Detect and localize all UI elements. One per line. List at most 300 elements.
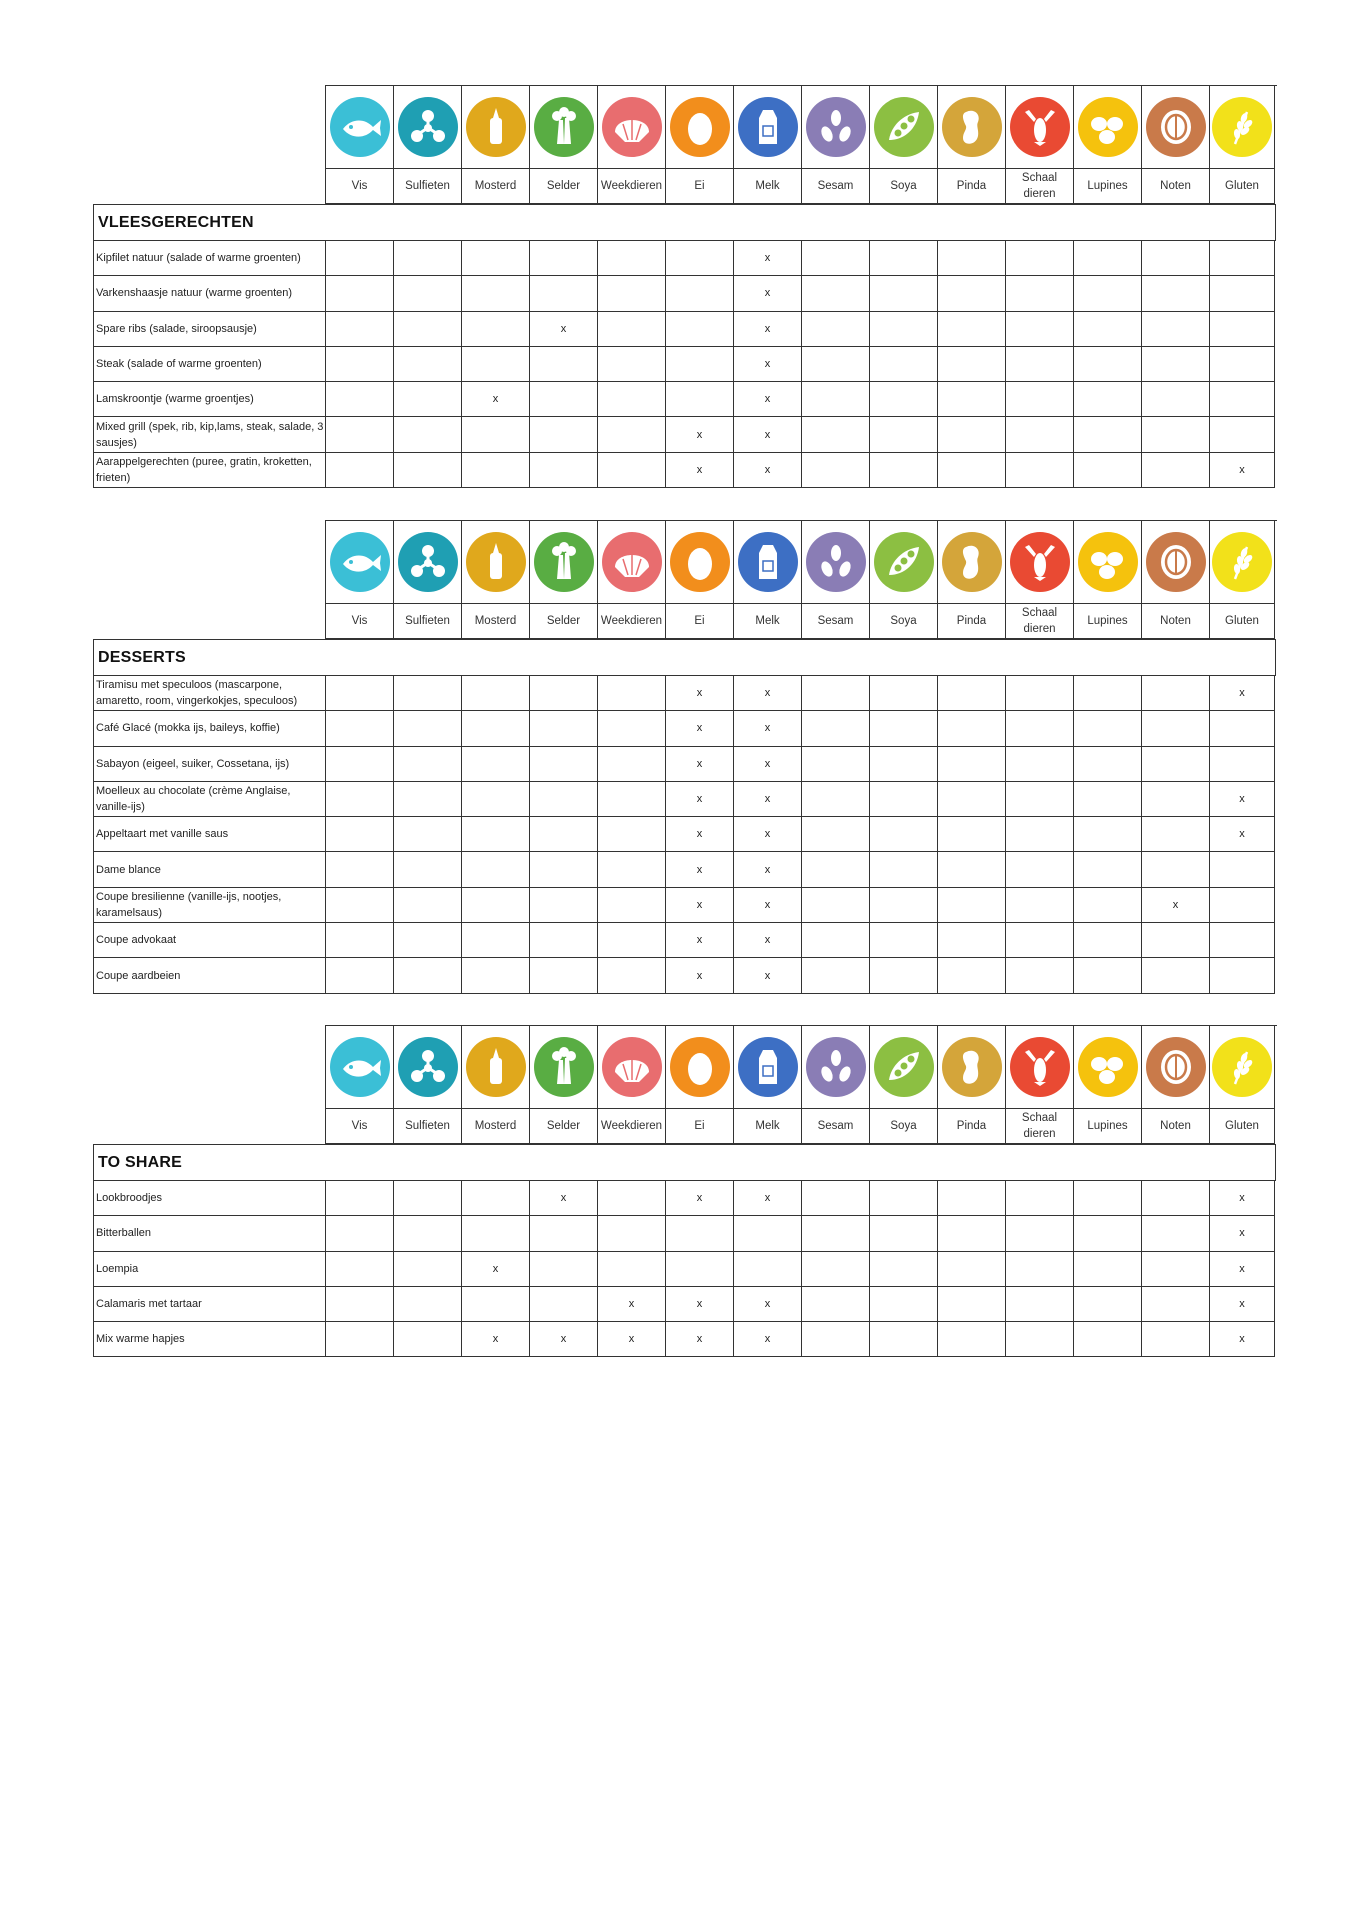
allergen-icon-cell xyxy=(734,86,802,169)
milk-carton-icon xyxy=(737,1036,799,1098)
allergen-mark-vis xyxy=(326,1216,394,1251)
allergen-mark-lupines xyxy=(1074,1322,1142,1357)
allergen-mark-sesam xyxy=(802,711,870,746)
allergen-mark-melk: x xyxy=(734,417,802,452)
allergen-mark-mosterd xyxy=(462,711,530,746)
allergen-mark-vis xyxy=(326,676,394,711)
allergen-mark-soya xyxy=(870,453,938,488)
allergen-mark-schaaldieren xyxy=(1006,1181,1074,1216)
allergen-mark-noten xyxy=(1142,923,1210,958)
allergen-mark-gluten: x xyxy=(1210,1252,1275,1287)
allergen-mark-schaaldieren xyxy=(1006,888,1074,923)
allergen-mark-schaaldieren xyxy=(1006,1322,1074,1357)
allergen-mark-selder: x xyxy=(530,1322,598,1357)
allergen-mark-mosterd xyxy=(462,817,530,852)
dish-name: Sabayon (eigeel, suiker, Cossetana, ijs) xyxy=(94,747,326,782)
allergen-mark-soya xyxy=(870,347,938,382)
allergen-mark-pinda xyxy=(938,1216,1006,1251)
dish-name: Loempia xyxy=(94,1252,326,1287)
allergen-mark-soya xyxy=(870,852,938,887)
allergen-icon-cell xyxy=(1142,86,1210,169)
allergen-label-soya: Soya xyxy=(870,169,938,204)
allergen-mark-soya xyxy=(870,1252,938,1287)
allergen-mark-pinda xyxy=(938,1181,1006,1216)
molecule-icon xyxy=(397,531,459,593)
soy-pod-icon xyxy=(873,1036,935,1098)
allergen-mark-vis xyxy=(326,453,394,488)
allergen-mark-noten xyxy=(1142,782,1210,817)
allergen-icon-cell xyxy=(326,86,394,169)
allergen-mark-vis xyxy=(326,1322,394,1357)
allergen-mark-gluten: x xyxy=(1210,782,1275,817)
allergen-mark-schaaldieren xyxy=(1006,276,1074,311)
allergen-mark-schaaldieren xyxy=(1006,347,1074,382)
allergen-label-ei: Ei xyxy=(666,1109,734,1144)
dish-name: Coupe bresilienne (vanille-ijs, nootjes, karamelsaus) xyxy=(94,888,326,923)
allergen-header xyxy=(325,1025,1277,1144)
allergen-mark-mosterd xyxy=(462,276,530,311)
allergen-label-schaaldieren: Schaal dieren xyxy=(1006,169,1074,204)
allergen-mark-melk: x xyxy=(734,453,802,488)
allergen-mark-selder xyxy=(530,923,598,958)
allergen-label-gluten: Gluten xyxy=(1210,604,1275,639)
dish-name: Bitterballen xyxy=(94,1216,326,1251)
allergen-mark-noten xyxy=(1142,676,1210,711)
allergen-mark-mosterd xyxy=(462,747,530,782)
dish-name: Lamskroontje (warme groentjes) xyxy=(94,382,326,417)
allergen-mark-melk: x xyxy=(734,382,802,417)
soy-pod-icon xyxy=(873,531,935,593)
allergen-mark-gluten: x xyxy=(1210,1181,1275,1216)
allergen-mark-vis xyxy=(326,417,394,452)
allergen-mark-ei: x xyxy=(666,1287,734,1322)
allergen-mark-lupines xyxy=(1074,417,1142,452)
allergen-mark-sulfieten xyxy=(394,888,462,923)
dish-name: Coupe advokaat xyxy=(94,923,326,958)
walnut-icon xyxy=(1145,1036,1207,1098)
allergen-mark-sesam xyxy=(802,817,870,852)
allergen-mark-pinda xyxy=(938,711,1006,746)
table-row xyxy=(94,711,1276,746)
allergen-icon-cell xyxy=(1074,1026,1142,1109)
allergen-label-mosterd: Mosterd xyxy=(462,169,530,204)
dish-name: Aarappelgerechten (puree, gratin, kroketten, frieten) xyxy=(94,453,326,488)
allergen-mark-schaaldieren xyxy=(1006,312,1074,347)
allergen-mark-vis xyxy=(326,1287,394,1322)
wheat-icon xyxy=(1211,96,1273,158)
allergen-label-sulfieten: Sulfieten xyxy=(394,1109,462,1144)
allergen-label-vis: Vis xyxy=(326,169,394,204)
section-title: TO SHARE xyxy=(94,1145,1276,1181)
allergen-label-selder: Selder xyxy=(530,169,598,204)
allergen-label-ei: Ei xyxy=(666,169,734,204)
allergen-icon-cell xyxy=(394,521,462,604)
allergen-mark-mosterd xyxy=(462,1216,530,1251)
allergen-mark-weekdieren xyxy=(598,711,666,746)
allergen-mark-sulfieten xyxy=(394,1216,462,1251)
allergen-mark-soya xyxy=(870,747,938,782)
allergen-label-sulfieten: Sulfieten xyxy=(394,169,462,204)
allergen-mark-sulfieten xyxy=(394,241,462,276)
allergen-mark-lupines xyxy=(1074,711,1142,746)
allergen-table xyxy=(93,204,1276,488)
allergen-mark-ei: x xyxy=(666,782,734,817)
allergen-icon-cell xyxy=(734,1026,802,1109)
allergen-mark-schaaldieren xyxy=(1006,241,1074,276)
allergen-mark-sesam xyxy=(802,453,870,488)
allergen-mark-gluten xyxy=(1210,417,1275,452)
table-row xyxy=(94,1216,1276,1251)
allergen-table xyxy=(93,639,1276,994)
allergen-mark-soya xyxy=(870,1322,938,1357)
allergen-mark-noten xyxy=(1142,1252,1210,1287)
dish-name: Varkenshaasje natuur (warme groenten) xyxy=(94,276,326,311)
allergen-icon-cell xyxy=(598,86,666,169)
allergen-mark-melk: x xyxy=(734,1181,802,1216)
allergen-mark-mosterd xyxy=(462,782,530,817)
allergen-mark-weekdieren xyxy=(598,782,666,817)
allergen-mark-selder xyxy=(530,711,598,746)
allergen-mark-vis xyxy=(326,817,394,852)
allergen-icon-cell xyxy=(462,86,530,169)
allergen-icon-cell xyxy=(1074,521,1142,604)
allergen-mark-vis xyxy=(326,382,394,417)
allergen-mark-gluten xyxy=(1210,711,1275,746)
allergen-mark-mosterd: x xyxy=(462,1322,530,1357)
allergen-mark-sesam xyxy=(802,1322,870,1357)
allergen-icon-cell xyxy=(598,1026,666,1109)
table-row xyxy=(94,241,1276,276)
allergen-icon-cell xyxy=(938,1026,1006,1109)
milk-carton-icon xyxy=(737,531,799,593)
allergen-icon-cell xyxy=(666,521,734,604)
dish-name: Moelleux au chocolate (crème Anglaise, vanille-ijs) xyxy=(94,782,326,817)
allergen-mark-pinda xyxy=(938,676,1006,711)
allergen-mark-melk: x xyxy=(734,241,802,276)
allergen-mark-noten xyxy=(1142,382,1210,417)
allergen-mark-noten xyxy=(1142,276,1210,311)
allergen-mark-noten: x xyxy=(1142,888,1210,923)
allergen-mark-sulfieten xyxy=(394,312,462,347)
allergen-mark-weekdieren xyxy=(598,747,666,782)
allergen-mark-ei xyxy=(666,276,734,311)
allergen-mark-melk: x xyxy=(734,1322,802,1357)
allergen-mark-lupines xyxy=(1074,958,1142,993)
allergen-mark-lupines xyxy=(1074,1181,1142,1216)
allergen-mark-pinda xyxy=(938,382,1006,417)
allergen-mark-mosterd: x xyxy=(462,1252,530,1287)
allergen-mark-ei xyxy=(666,1216,734,1251)
allergen-mark-sesam xyxy=(802,1252,870,1287)
allergen-mark-ei: x xyxy=(666,852,734,887)
dish-name: Mixed grill (spek, rib, kip,lams, steak, salade, 3 sausjes) xyxy=(94,417,326,452)
allergen-icon-cell xyxy=(870,86,938,169)
celery-icon xyxy=(533,1036,595,1098)
allergen-label-pinda: Pinda xyxy=(938,169,1006,204)
allergen-mark-gluten: x xyxy=(1210,453,1275,488)
allergen-mark-mosterd xyxy=(462,312,530,347)
allergen-mark-soya xyxy=(870,312,938,347)
allergen-mark-ei xyxy=(666,312,734,347)
mustard-bottle-icon xyxy=(465,531,527,593)
allergen-mark-pinda xyxy=(938,817,1006,852)
table-row xyxy=(94,1287,1276,1322)
allergen-mark-gluten: x xyxy=(1210,817,1275,852)
allergen-mark-soya xyxy=(870,1287,938,1322)
allergen-mark-sesam xyxy=(802,923,870,958)
allergen-mark-sesam xyxy=(802,347,870,382)
allergen-mark-noten xyxy=(1142,817,1210,852)
shell-icon xyxy=(601,1036,663,1098)
allergen-mark-sesam xyxy=(802,888,870,923)
allergen-mark-sulfieten xyxy=(394,347,462,382)
allergen-icon-cell xyxy=(666,86,734,169)
table-row xyxy=(94,958,1276,993)
allergen-mark-sulfieten xyxy=(394,417,462,452)
allergen-mark-pinda xyxy=(938,852,1006,887)
walnut-icon xyxy=(1145,531,1207,593)
allergen-mark-sesam xyxy=(802,312,870,347)
allergen-mark-soya xyxy=(870,676,938,711)
allergen-mark-lupines xyxy=(1074,1287,1142,1322)
allergen-icon-cell xyxy=(1142,521,1210,604)
allergen-mark-weekdieren: x xyxy=(598,1322,666,1357)
table-row xyxy=(94,1252,1276,1287)
allergen-label-melk: Melk xyxy=(734,169,802,204)
allergen-mark-melk: x xyxy=(734,347,802,382)
allergen-mark-sulfieten xyxy=(394,453,462,488)
allergen-mark-gluten xyxy=(1210,241,1275,276)
allergen-mark-gluten: x xyxy=(1210,1287,1275,1322)
allergen-mark-pinda xyxy=(938,1322,1006,1357)
allergen-mark-gluten xyxy=(1210,347,1275,382)
allergen-label-gluten: Gluten xyxy=(1210,1109,1275,1144)
allergen-label-weekdieren: Weekdieren xyxy=(598,604,666,639)
dish-name: Steak (salade of warme groenten) xyxy=(94,347,326,382)
allergen-mark-mosterd xyxy=(462,676,530,711)
allergen-mark-sesam xyxy=(802,382,870,417)
allergen-mark-melk: x xyxy=(734,711,802,746)
allergen-mark-sulfieten xyxy=(394,817,462,852)
allergen-icon-row xyxy=(326,521,1277,604)
allergen-mark-selder xyxy=(530,1252,598,1287)
walnut-icon xyxy=(1145,96,1207,158)
table-row xyxy=(94,747,1276,782)
allergen-mark-pinda xyxy=(938,453,1006,488)
allergen-mark-sesam xyxy=(802,241,870,276)
shell-icon xyxy=(601,96,663,158)
allergen-mark-ei: x xyxy=(666,923,734,958)
allergen-mark-soya xyxy=(870,888,938,923)
table-row xyxy=(94,782,1276,817)
table-row xyxy=(94,276,1276,311)
allergen-mark-weekdieren xyxy=(598,923,666,958)
table-row xyxy=(94,347,1276,382)
dish-name: Appeltaart met vanille saus xyxy=(94,817,326,852)
allergen-mark-gluten xyxy=(1210,958,1275,993)
allergen-mark-pinda xyxy=(938,241,1006,276)
allergen-label-lupines: Lupines xyxy=(1074,604,1142,639)
allergen-icon-cell xyxy=(1006,521,1074,604)
allergen-mark-noten xyxy=(1142,1287,1210,1322)
allergen-mark-gluten: x xyxy=(1210,1216,1275,1251)
allergen-mark-schaaldieren xyxy=(1006,923,1074,958)
allergen-mark-noten xyxy=(1142,958,1210,993)
allergen-mark-noten xyxy=(1142,1181,1210,1216)
allergen-mark-selder xyxy=(530,782,598,817)
sesame-seeds-icon xyxy=(805,96,867,158)
allergen-mark-mosterd xyxy=(462,453,530,488)
allergen-mark-ei: x xyxy=(666,453,734,488)
allergen-mark-ei xyxy=(666,1252,734,1287)
allergen-mark-melk: x xyxy=(734,888,802,923)
allergen-mark-weekdieren xyxy=(598,417,666,452)
allergen-mark-soya xyxy=(870,1216,938,1251)
fish-icon xyxy=(329,531,391,593)
allergen-icon-cell xyxy=(394,1026,462,1109)
allergen-label-schaaldieren: Schaal dieren xyxy=(1006,604,1074,639)
table-row xyxy=(94,312,1276,347)
allergen-mark-sesam xyxy=(802,958,870,993)
allergen-icon-cell xyxy=(1006,86,1074,169)
wheat-icon xyxy=(1211,1036,1273,1098)
allergen-mark-vis xyxy=(326,888,394,923)
allergen-mark-ei: x xyxy=(666,711,734,746)
allergen-label-melk: Melk xyxy=(734,1109,802,1144)
allergen-mark-weekdieren xyxy=(598,347,666,382)
allergen-label-soya: Soya xyxy=(870,604,938,639)
allergen-icon-cell xyxy=(802,1026,870,1109)
allergen-mark-ei: x xyxy=(666,1322,734,1357)
allergen-mark-melk: x xyxy=(734,817,802,852)
allergen-mark-sulfieten xyxy=(394,1252,462,1287)
fish-icon xyxy=(329,96,391,158)
allergen-mark-lupines xyxy=(1074,276,1142,311)
table-row xyxy=(94,852,1276,887)
peanut-icon xyxy=(941,531,1003,593)
allergen-mark-sulfieten xyxy=(394,676,462,711)
allergen-label-soya: Soya xyxy=(870,1109,938,1144)
allergen-label-row xyxy=(326,1109,1277,1144)
allergen-icon-cell xyxy=(1210,521,1275,604)
allergen-label-row xyxy=(326,169,1277,204)
egg-icon xyxy=(669,96,731,158)
allergen-mark-ei xyxy=(666,241,734,276)
allergen-mark-selder xyxy=(530,1287,598,1322)
allergen-mark-sesam xyxy=(802,1181,870,1216)
allergen-mark-mosterd: x xyxy=(462,382,530,417)
allergen-mark-pinda xyxy=(938,923,1006,958)
allergen-mark-mosterd xyxy=(462,923,530,958)
allergen-mark-soya xyxy=(870,711,938,746)
allergen-mark-sesam xyxy=(802,747,870,782)
allergen-label-weekdieren: Weekdieren xyxy=(598,169,666,204)
allergen-mark-schaaldieren xyxy=(1006,417,1074,452)
fish-icon xyxy=(329,1036,391,1098)
allergen-mark-gluten xyxy=(1210,276,1275,311)
lobster-icon xyxy=(1009,1036,1071,1098)
dish-name: Dame blance xyxy=(94,852,326,887)
allergen-mark-ei: x xyxy=(666,1181,734,1216)
allergen-label-lupines: Lupines xyxy=(1074,169,1142,204)
allergen-icon-cell xyxy=(462,1026,530,1109)
allergen-header xyxy=(325,85,1277,204)
allergen-table-to-share xyxy=(93,1025,1276,1357)
allergen-label-vis: Vis xyxy=(326,604,394,639)
allergen-mark-mosterd xyxy=(462,417,530,452)
allergen-mark-vis xyxy=(326,747,394,782)
allergen-label-pinda: Pinda xyxy=(938,1109,1006,1144)
allergen-mark-noten xyxy=(1142,417,1210,452)
allergen-label-sesam: Sesam xyxy=(802,169,870,204)
allergen-mark-vis xyxy=(326,782,394,817)
allergen-mark-weekdieren xyxy=(598,453,666,488)
allergen-table-desserts xyxy=(93,520,1276,994)
allergen-mark-sesam xyxy=(802,417,870,452)
allergen-mark-soya xyxy=(870,417,938,452)
allergen-mark-sulfieten xyxy=(394,1322,462,1357)
allergen-mark-weekdieren: x xyxy=(598,1287,666,1322)
allergen-mark-vis xyxy=(326,958,394,993)
allergen-mark-lupines xyxy=(1074,817,1142,852)
allergen-icon-cell xyxy=(802,521,870,604)
allergen-mark-schaaldieren xyxy=(1006,1216,1074,1251)
allergen-mark-pinda xyxy=(938,1252,1006,1287)
section-title: VLEESGERECHTEN xyxy=(94,205,1276,241)
allergen-mark-lupines xyxy=(1074,923,1142,958)
allergen-mark-lupines xyxy=(1074,347,1142,382)
allergen-mark-vis xyxy=(326,923,394,958)
allergen-mark-sulfieten xyxy=(394,852,462,887)
allergen-mark-lupines xyxy=(1074,888,1142,923)
allergen-label-schaaldieren: Schaal dieren xyxy=(1006,1109,1074,1144)
allergen-mark-pinda xyxy=(938,958,1006,993)
allergen-mark-schaaldieren xyxy=(1006,453,1074,488)
allergen-mark-soya xyxy=(870,923,938,958)
allergen-label-noten: Noten xyxy=(1142,169,1210,204)
allergen-icon-cell xyxy=(1074,86,1142,169)
allergen-mark-soya xyxy=(870,382,938,417)
dish-name: Calamaris met tartaar xyxy=(94,1287,326,1322)
allergen-mark-melk: x xyxy=(734,782,802,817)
molecule-icon xyxy=(397,1036,459,1098)
shell-icon xyxy=(601,531,663,593)
allergen-mark-schaaldieren xyxy=(1006,782,1074,817)
table-row xyxy=(94,676,1276,711)
allergen-mark-gluten xyxy=(1210,888,1275,923)
allergen-label-pinda: Pinda xyxy=(938,604,1006,639)
allergen-icon-cell xyxy=(598,521,666,604)
dish-name: Kipfilet natuur (salade of warme groenten) xyxy=(94,241,326,276)
allergen-mark-pinda xyxy=(938,782,1006,817)
allergen-label-gluten: Gluten xyxy=(1210,169,1275,204)
allergen-mark-sulfieten xyxy=(394,711,462,746)
allergen-mark-schaaldieren xyxy=(1006,1252,1074,1287)
allergen-icon-cell xyxy=(326,521,394,604)
allergen-mark-weekdieren xyxy=(598,852,666,887)
celery-icon xyxy=(533,531,595,593)
lupine-icon xyxy=(1077,96,1139,158)
allergen-mark-soya xyxy=(870,817,938,852)
allergen-mark-sulfieten xyxy=(394,382,462,417)
allergen-mark-gluten xyxy=(1210,312,1275,347)
allergen-mark-melk: x xyxy=(734,923,802,958)
allergen-mark-sulfieten xyxy=(394,782,462,817)
allergen-mark-schaaldieren xyxy=(1006,1287,1074,1322)
allergen-mark-mosterd xyxy=(462,888,530,923)
table-row xyxy=(94,1322,1276,1357)
dish-name: Café Glacé (mokka ijs, baileys, koffie) xyxy=(94,711,326,746)
